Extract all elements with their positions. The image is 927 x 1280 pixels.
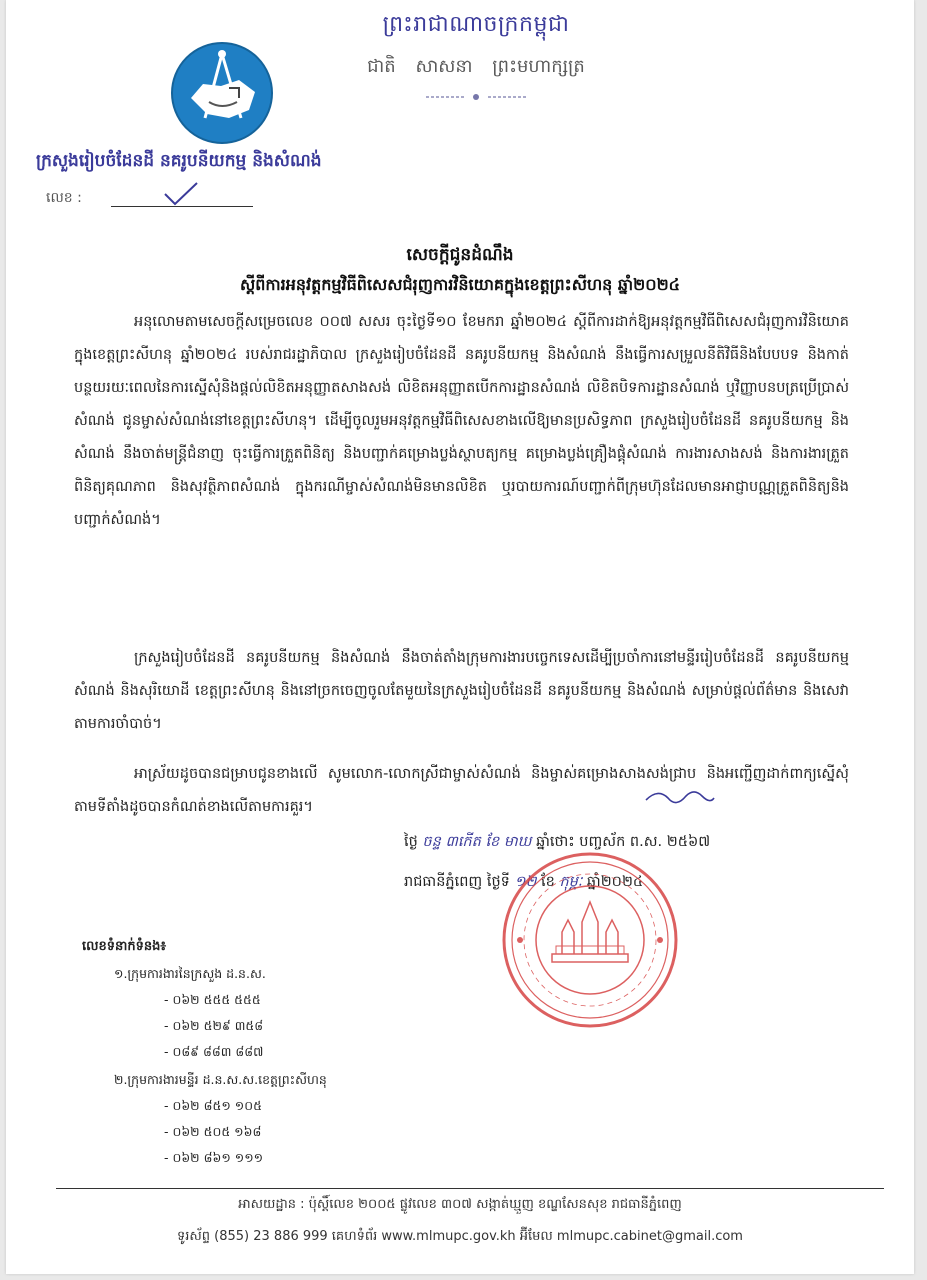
document-page (6, 0, 914, 1274)
ministry-name: ក្រសួងរៀបចំដែនដី នគរូបនីយកម្ម និងសំណង់ (36, 151, 322, 171)
lunar-date-prefix: ថ្ងៃ (404, 834, 418, 850)
solar-date-month: កុម្ភៈ (559, 874, 583, 890)
contact-phone: - ០៦២ ៥២៩ ៣៥៨ (164, 1018, 264, 1033)
footer-contact: ទូរស័ព្ទ (855) 23 886 999 គេហទំព័រ www.mlmupc.gov.kh អ៊ីមែល mlmupc.cabinet@gmail.com (177, 1229, 743, 1244)
checkmark-icon (161, 180, 201, 206)
solar-date-day: ១២ (514, 874, 537, 890)
notice-title: សេចក្ដីជូនដំណឹង (406, 245, 514, 265)
contacts-heading: លេខទំនាក់ទំនង៖ (82, 939, 167, 954)
solar-date-prefix: រាជធានីភ្នំពេញ ថ្ងៃទី (404, 874, 510, 890)
contact-phone: - ០៦២ ៨៦១ ១១១ (164, 1150, 264, 1165)
lunar-date-day: ចន្ទ ៣កើត ខែ មាឃ (422, 834, 532, 850)
national-motto: ជាតិ សាសនា ព្រះមហាក្សត្រ (367, 56, 585, 77)
notice-subject: ស្ដីពីការអនុវត្តកម្មវិធីពិសេសជំរុញការវិនិយោគក្នុងខេត្តព្រះសីហនុ ឆ្នាំ២០២៤ (239, 275, 681, 294)
ministry-emblem-icon (169, 40, 275, 146)
solar-date-year: ឆ្នាំ២០២៤ (586, 874, 644, 890)
solar-date-month-label: ខែ (541, 874, 555, 890)
reference-number-line (111, 206, 253, 207)
footer-divider (56, 1188, 884, 1189)
contact-phone: - ០៦២ ៥០៥ ១៦៨ (164, 1124, 262, 1139)
contact-office-2: ២.ក្រុមការងារមន្ទីរ ដ.ន.ស.ស.ខេត្តព្រះសីហនុ (114, 1072, 327, 1087)
body-paragraph-1: អនុលោមតាមសេចក្ដីសម្រេចលេខ ០០៧ សសរ ចុះថ្ងៃទី១០ ខែមករា ឆ្នាំ២០២៤ ស្ដីពីការដាក់ឱ្យអនុវត្តកម្មវិធីពិសេសជំរុញការវិនិយោគក្នុងខេត្តព្រះសីហនុ ឆ្នាំ២០២៤ របស់រាជរដ្ឋាភិបាល ក្រសួងរៀបចំដែនដី នគរូបនីយកម្ម និងសំណង់ នឹងធ្វើការសម្រួលនីតិវិធីនិងបែបបទ និងកាត់បន្ថយរយៈពេលនៃការស្នើសុំនិងផ្ដល់លិខិតអនុញ្ញាតសាងសង់ លិខិតអនុញ្ញាតបើកការដ្ឋានសំណង់ លិខិតបិទការដ្ឋានសំណង់ ឬវិញ្ញាបនបត្រប្រើប្រាស់សំណង់ ជូនម្ចាស់សំណង់នៅខេត្តព្រះសីហនុ។ ដើម្បីចូលរួមអនុវត្តកម្មវិធីពិសេសខាងលើឱ្យមានប្រសិទ្ធភាព ក្រសួងរៀបចំដែនដី នគរូបនីយកម្ម និងសំណង់ នឹងចាត់មន្ត្រីជំនាញ ចុះធ្វើការត្រួតពិនិត្យ និងបញ្ជាក់គម្រោងប្លង់ស្ថាបត្យកម្ម គម្រោងប្លង់គ្រឿងផ្គុំសំណង់ ការងារសាងសង់ និងការងារត្រួតពិនិត្យគុណភាព និងសុវត្ថិភាពសំណង់ ក្នុងករណីម្ចាស់សំណង់មិនមានលិខិត ឬរបាយការណ៍បញ្ជាក់ពីក្រុមហ៊ុនដែលមានអាជ្ញាបណ្ណត្រួតពិនិត្យនិងបញ្ជាក់សំណង់។ (74, 314, 849, 528)
ornament-divider-icon (426, 92, 526, 102)
body-paragraph-3: អាស្រ័យដូចបានជម្រាបជូនខាងលើ សូមលោក-លោកស្រីជាម្ចាស់សំណង់ និងម្ចាស់គម្រោងសាងសង់ជ្រាប និងអញ្ជើញដាក់ពាក្យស្នើសុំតាមទីតាំងដូចបានកំណត់ខាងលើតាមការគួរ។ (74, 766, 849, 815)
official-seal-icon (500, 850, 680, 1030)
kingdom-heading: ព្រះរាជាណាចក្រកម្ពុជា (382, 12, 570, 37)
contact-phone: - ០៦២ ៥៥៥ ៥៥៥ (164, 992, 261, 1007)
footer-address: អាសយដ្ឋាន : ប៉ុស្តិ៍លេខ ២០០៥ ផ្លូវលេខ ៣០៧ សង្កាត់ឃ្មួញ ខណ្ឌសែនសុខ រាជធានីភ្នំពេញ (238, 1197, 682, 1212)
reference-number-label: លេខ : (46, 190, 82, 206)
contact-phone: - ០៦២ ៨៥១ ១០៥ (164, 1098, 262, 1113)
contact-office-1: ១.ក្រុមការងារនៃក្រសួង ដ.ន.ស. (114, 966, 266, 981)
body-paragraph-2: ក្រសួងរៀបចំដែនដី នគរូបនីយកម្ម និងសំណង់ នឹងចាត់តាំងក្រុមការងារបច្ចេកទេសដើម្បីប្រចាំការនៅមន្ទីររៀបចំដែនដី នគរូបនីយកម្ម សំណង់ និងសុរិយោដី ខេត្តព្រះសីហនុ និងនៅច្រកចេញចូលតែមួយនៃក្រសួងរៀបចំដែនដី នគរូបនីយកម្ម និងសំណង់ សម្រាប់ផ្ដល់ព័ត៌មាន និងសេវាតាមការចាំបាច់។ (74, 650, 849, 732)
closing-flourish-icon (644, 786, 716, 810)
lunar-date-suffix: ឆ្នាំថោះ បញ្ចស័ក ព.ស. ២៥៦៧ (536, 834, 711, 850)
contact-phone: - ០៨៩ ៨៨៣ ៨៨៧ (164, 1044, 264, 1059)
